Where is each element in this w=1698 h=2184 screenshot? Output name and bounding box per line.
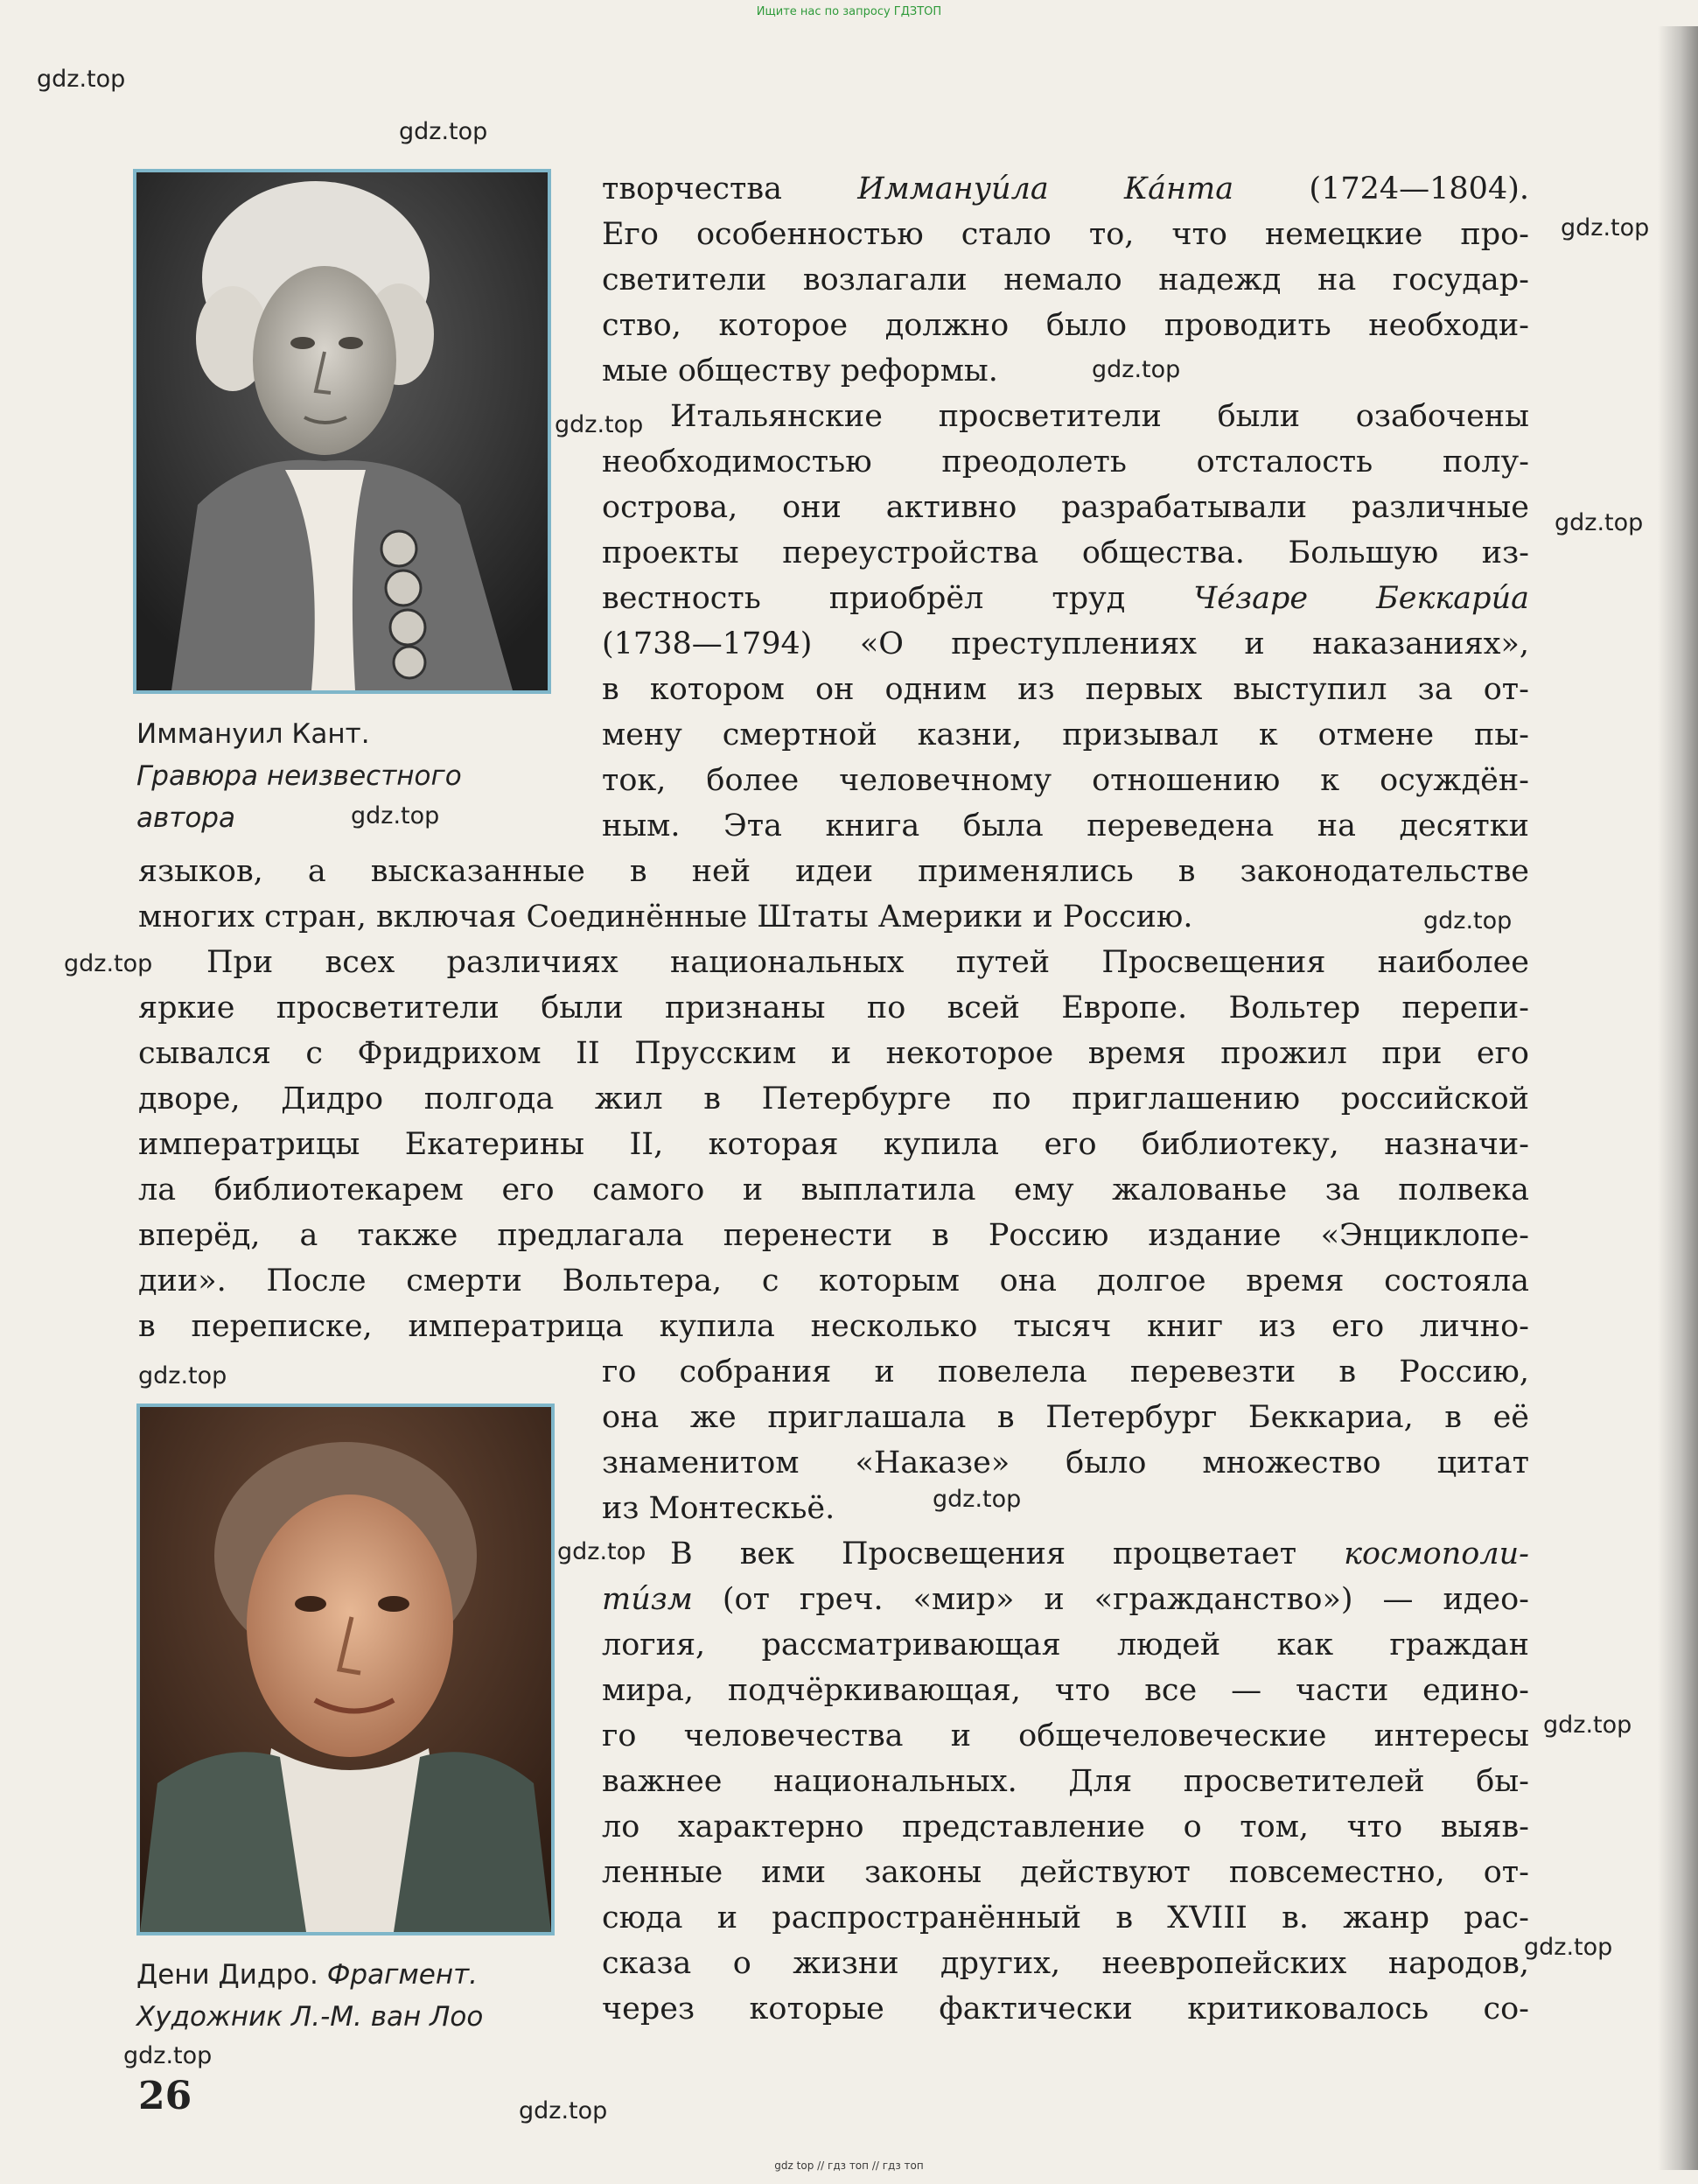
text-line: острова, они активно разрабатывали различные — [602, 490, 1529, 525]
text-line: важнее национальных. Для просветителей бы- — [602, 1764, 1529, 1799]
text-line: вперёд, а также предлагала перенести в Россию издание «Энциклопе- — [138, 1218, 1529, 1253]
text-line: яркие просветители были признаны по всей Европе. Вольтер перепи- — [138, 990, 1529, 1026]
text-line: многих стран, включая Соединённые Штаты Америки и Россию. — [138, 900, 1193, 934]
bottom-promo-note: gdz top // гдз топ // гдз топ — [774, 2160, 924, 2172]
watermark: gdz.top — [123, 2042, 213, 2069]
text-line: необходимостью преодолеть отсталость полу- — [602, 444, 1529, 480]
text-line: в переписке, императрица купила несколько тысяч книг из его лично- — [138, 1309, 1529, 1344]
text-line: ство, которое должно было проводить необходи- — [602, 308, 1529, 343]
text-line: творчества Иммануи́ла Ка́нта (1724—1804). — [602, 172, 1529, 206]
text-line: ти́зм (от греч. «мир» и «гражданство») — идео- — [602, 1582, 1529, 1617]
text-line: го человечества и общечеловеческие интересы — [602, 1718, 1529, 1754]
watermark: gdz.top — [555, 411, 644, 438]
text-line: дворе, Дидро полгода жил в Петербурге по приглашению российской — [138, 1082, 1529, 1116]
text-line: мые обществу реформы. — [602, 354, 998, 388]
text-line: языков, а высказанные в ней идеи применялись в законодательстве — [138, 854, 1529, 889]
text-line: через которые фактически критиковалось со- — [602, 1992, 1529, 2026]
page-number: 26 — [138, 2074, 192, 2118]
diderot-caption-fragment: Фрагмент. — [326, 1959, 479, 1991]
watermark: gdz.top — [1555, 509, 1644, 536]
watermark: gdz.top — [1543, 1712, 1632, 1739]
text-line: При всех различиях национальных путей Просвещения наиболее — [206, 945, 1529, 980]
text-line: го собрания и повелела перевезти в Россию, — [602, 1354, 1529, 1390]
watermark: gdz.top — [138, 1362, 227, 1390]
kant-caption — [136, 713, 462, 839]
text-line: она же приглашала в Петербург Беккариа, в её — [602, 1400, 1529, 1435]
text-line: из Монтескьё. — [602, 1491, 835, 1526]
page-edge-shadow — [1658, 26, 1698, 2170]
watermark: gdz.top — [37, 66, 126, 93]
text-line: сывался с Фридрихом II Прусским и некоторое время прожил при его — [138, 1036, 1529, 1071]
kant-caption-name: Иммануил Кант. — [136, 718, 370, 750]
text-line: Его особенностью стало то, что немецкие про- — [602, 217, 1529, 252]
text-line: ток, более человечному отношению к осуждён- — [602, 763, 1529, 798]
text-line: проекты переустройства общества. Большую из- — [602, 536, 1529, 570]
text-line: мену смертной казни, призывал к отмене пы- — [602, 718, 1529, 752]
kant-portrait — [133, 169, 551, 694]
text-line: ло характерно представление о том, что выяв- — [602, 1810, 1529, 1844]
text-line: (1738—1794) «О преступлениях и наказаниях», — [602, 626, 1529, 662]
diderot-caption-artist: Художник Л.-М. ван Лоо — [136, 2001, 484, 2033]
text-line: знаменитом «Наказе» было множество цитат — [602, 1446, 1529, 1480]
watermark: gdz.top — [519, 2097, 608, 2124]
text-line: логия, рассматривающая людей как граждан — [602, 1628, 1529, 1662]
watermark: gdz.top — [64, 950, 153, 977]
diderot-caption — [136, 1954, 483, 2038]
text-line: Итальянские просветители были озабочены — [670, 399, 1529, 434]
text-line: императрицы Екатерины II, которая купила его библиотеку, назначи- — [138, 1127, 1529, 1162]
text-line: мира, подчёркивающая, что все — части едино- — [602, 1673, 1529, 1708]
kant-caption-engraving: Гравюра неизвестного — [136, 760, 462, 792]
watermark: gdz.top — [351, 802, 440, 830]
diderot-caption-name: Дени Дидро. — [136, 1959, 318, 1991]
text-line: дии». После смерти Вольтера, с которым она долгое время состояла — [138, 1264, 1529, 1298]
watermark: gdz.top — [1561, 214, 1650, 242]
text-line: светители возлагали немало надежд на государ- — [602, 262, 1529, 298]
diderot-portrait — [136, 1404, 555, 1936]
text-line: сказа о жизни других, неевропейских народов, — [602, 1946, 1529, 1981]
watermark: gdz.top — [1524, 1934, 1613, 1961]
text-line: сюда и распространённый в XVIII в. жанр рас- — [602, 1900, 1529, 1936]
text-line: В век Просвещения процветает космополи- — [670, 1536, 1529, 1572]
text-line: вестность приобрёл труд Че́заре Беккари́а — [602, 581, 1529, 616]
watermark: gdz.top — [933, 1486, 1022, 1513]
watermark: gdz.top — [1092, 356, 1181, 383]
text-line: ла библиотекарем его самого и выплатила ему жалованье за полвека — [138, 1172, 1529, 1208]
text-line: ным. Эта книга была переведена на десятки — [602, 808, 1529, 844]
kant-caption-author: автора — [136, 802, 235, 834]
watermark: gdz.top — [557, 1538, 646, 1565]
watermark: gdz.top — [399, 118, 488, 145]
text-line: ленные ими законы действуют повсеместно, от- — [602, 1855, 1529, 1890]
top-promo-note: Ищите нас по запросу ГДЗТОП — [756, 5, 942, 18]
watermark: gdz.top — [1423, 907, 1513, 934]
text-line: в котором он одним из первых выступил за от- — [602, 672, 1529, 707]
